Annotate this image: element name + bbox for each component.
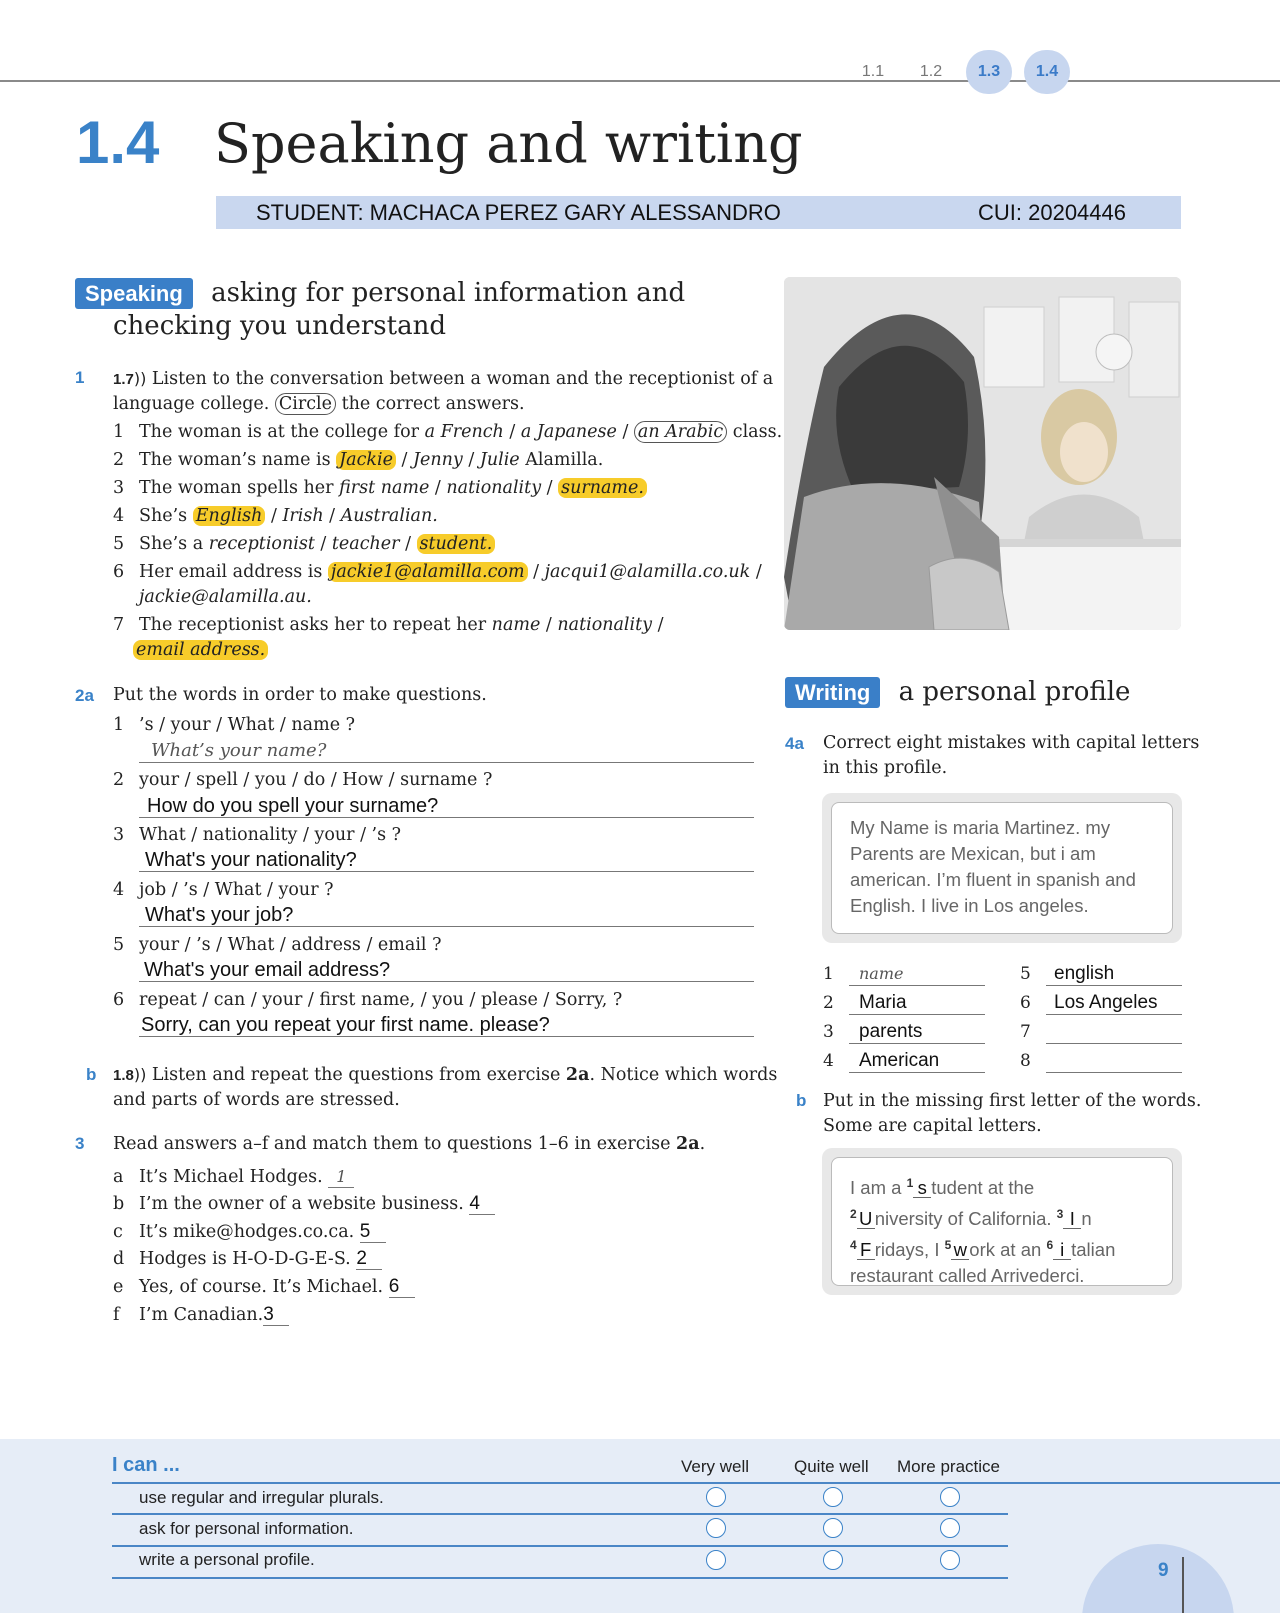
option[interactable]: Australian. [340,506,438,526]
answer-number: 7 [1020,1022,1031,1042]
item-letter: a [113,1167,124,1187]
profile-line: My Name is maria Martinez. my [850,817,1111,838]
answer-blank[interactable]: 3 [263,1305,289,1326]
item-text: The woman is at the college for [139,422,425,442]
exercise-2b-instruction [113,1062,777,1113]
option[interactable]: receptionist [208,534,315,554]
ex1-item-continued [133,638,268,663]
exercise-1-instruction [113,366,773,417]
exercise-4b-number: b [796,1091,807,1110]
item-prompt: your / ’s / What / address / email ? [139,935,442,955]
separator: / [323,506,341,526]
instruction-text: Read answers a–f and match them to questions 1–6 in exercise [113,1134,677,1154]
exercise-2b-number: b [86,1065,97,1084]
answer-number: 3 [823,1022,834,1042]
answer-line[interactable]: What's your email address? [139,956,754,982]
speaking-heading [75,277,685,310]
item-text: Alamilla. [519,450,604,470]
exercise-3-number: 3 [75,1134,85,1153]
audio-icon[interactable]: )) [133,369,147,388]
radio-quite-well[interactable] [823,1550,843,1570]
student-cui: CUI: 20204446 [978,200,1126,225]
answer-line[interactable]: Los Angeles [1046,991,1182,1015]
item-text: I’m Canadian. [139,1305,264,1325]
option[interactable]: nationality [557,615,653,635]
separator: / [750,562,762,582]
instruction-text: and parts of words are stressed. [113,1090,400,1110]
exercise-1-line1: Listen to the conversation between a woman and the receptionist of a [151,369,774,389]
nav-tab-1-4[interactable]: 1.4 [1024,50,1070,94]
item-number: 7 [113,615,125,635]
option[interactable]: first name [339,478,430,498]
radio-very-well[interactable] [706,1487,726,1507]
writing-badge: Writing [785,677,880,708]
instruction-bold: 2a [565,1065,590,1085]
audio-track-label: 1.8 [113,1067,134,1084]
speaking-badge: Speaking [75,278,193,309]
nav-tab-1-2[interactable]: 1.2 [919,63,943,80]
item-number: 3 [113,478,125,498]
item-number: 5 [113,935,125,955]
answer-line[interactable]: What's your job? [139,901,754,927]
page-edge-bar [1182,1557,1184,1613]
item-number: 5 [113,534,125,554]
radio-quite-well[interactable] [823,1487,843,1507]
ican-title: I can ... [112,1454,180,1476]
student-bar [216,196,1181,229]
option-highlighted[interactable]: email address. [133,640,268,660]
answer-blank[interactable]: 4 [469,1194,495,1215]
profile-line: English. I live in Los angeles. [850,895,1089,916]
item-text: It’s mike@hodges.co.ca. [139,1222,355,1242]
option[interactable]: teacher [331,534,400,554]
option[interactable]: nationality [446,478,542,498]
separator: / [314,534,332,554]
answer-number: 6 [1020,993,1031,1013]
writing-heading-text: a personal profile [898,677,1131,707]
item-text: She’s a [139,534,209,554]
item-letter: e [113,1277,124,1297]
separator: / [616,422,634,442]
option-highlighted[interactable]: student. [417,534,496,554]
item-letter: b [113,1194,125,1214]
option-highlighted[interactable]: jackie1@alamilla.com [328,562,528,582]
radio-very-well[interactable] [706,1518,726,1538]
answer-line[interactable] [1046,1049,1182,1073]
answer-line[interactable]: Sorry, can you repeat your first name. please? [139,1011,754,1037]
item-number: 6 [113,990,125,1010]
letter-blank[interactable]: F [857,1241,875,1260]
exercise-3-instruction [113,1132,705,1157]
separator: / [395,450,413,470]
item-text: class. [727,422,783,442]
letter-blank[interactable]: I [1063,1210,1081,1229]
separator: / [540,615,558,635]
separator: / [399,534,417,554]
exercise-1-number: 1 [75,368,85,387]
instruction-text: . Notice which words [589,1065,778,1085]
answer-line[interactable]: english [1046,962,1182,986]
item-text: The woman spells her [139,478,340,498]
item-text: I’m the owner of a website business. [139,1194,464,1214]
instruction-text: Some are capital letters. [823,1116,1042,1136]
item-prompt: ’s / your / What / name ? [139,715,355,735]
item-number: 2 [113,450,125,470]
audio-icon[interactable]: )) [133,1065,147,1084]
item-number: 4 [113,880,125,900]
exercise-4b-instruction [823,1089,1201,1139]
item-text: Yes, of course. It’s Michael. [139,1277,384,1297]
instruction-text: Put in the missing first letter of the words. [823,1091,1202,1111]
option[interactable]: a French [424,422,504,442]
item-prompt: What / nationality / your / ’s ? [139,825,402,845]
column-very-well: Very well [681,1457,750,1476]
item-prompt: job / ’s / What / your ? [139,880,334,900]
option[interactable]: Julie [479,450,520,470]
missing-letters-text: I am a $^1$ s tudent at the $^2$ U niversity of California. $^3$ I n $^4$ F ridays, I $^5$ w ork at an $^6$ i talian restaurant called Arrivederci. [831,1157,1173,1286]
letter-blank[interactable]: U [857,1210,875,1229]
writing-heading [785,676,1130,709]
letter-blank[interactable]: s [913,1179,931,1198]
answer-number: 4 [823,1051,834,1071]
option-highlighted[interactable]: Jackie [336,450,396,470]
section-number: 1.4 [76,109,160,176]
instruction-text: Correct eight mistakes with capital letters [823,733,1200,753]
exercise-2a-number: 2a [75,686,94,705]
item-number: 3 [113,825,125,845]
item-letter: f [113,1305,120,1325]
item-number: 1 [113,422,125,442]
item-letter: d [113,1249,125,1269]
answer-line[interactable]: What's your nationality? [139,846,754,872]
answer-number: 1 [823,964,834,984]
instruction-text: Listen and repeat the questions from exercise [151,1065,566,1085]
separator: / [541,478,559,498]
letter-blank[interactable]: w [951,1241,969,1260]
profile-box [822,793,1182,943]
item-text: Her email address is [139,562,328,582]
ican-rule [112,1482,1280,1484]
answer-line[interactable]: How do you spell your surname? [139,792,754,818]
option[interactable]: jacqui1@alamilla.co.uk [544,562,751,582]
option[interactable]: Irish [282,506,324,526]
radio-more-practice[interactable] [940,1487,960,1507]
item-letter: c [113,1222,123,1242]
item-prompt: your / spell / you / do / How / surname ? [139,770,493,790]
exercise-2a-instruction: Put the words in order to make questions. [113,685,487,705]
ican-row-label: write a personal profile. [139,1550,315,1569]
answer-line[interactable]: Maria [849,991,985,1015]
item-number: 2 [113,770,125,790]
answer-line[interactable]: parents [849,1020,985,1044]
top-rule [0,80,1280,82]
option-highlighted[interactable]: English [193,506,266,526]
column-more-practice: More practice [897,1457,1000,1476]
separator: / [503,422,521,442]
option[interactable]: jackie@alamilla.au. [139,587,312,607]
letter-blank[interactable]: i [1053,1241,1071,1260]
instruction-text: . [699,1134,706,1154]
photo-reception-desk [784,277,1181,630]
answer-blank[interactable]: 2 [356,1249,382,1270]
item-number: 4 [113,506,125,526]
answer-number: 5 [1020,964,1031,984]
answer-number: 2 [823,993,834,1013]
nav-tab-1-1[interactable]: 1.1 [861,63,885,80]
section-nav [850,50,1070,94]
nav-tab-1-3[interactable]: 1.3 [966,50,1012,94]
ican-row-label: ask for personal information. [139,1519,354,1538]
option[interactable]: Jenny [412,450,463,470]
item-text: She’s [139,506,193,526]
answer-line[interactable]: American [849,1049,985,1073]
exercise-4a-number: 4a [785,734,804,753]
ican-rule [112,1545,1008,1547]
option[interactable]: a Japanese [520,422,617,442]
item-text: It’s Michael Hodges. [139,1167,323,1187]
answer-blank[interactable]: 6 [389,1277,415,1298]
ican-rule [112,1513,1008,1515]
radio-more-practice[interactable] [940,1518,960,1538]
missing-letters-box [822,1148,1182,1295]
item-number: 6 [113,562,125,582]
ican-rule [112,1577,1008,1579]
separator: / [652,615,664,635]
separator: / [527,562,545,582]
speaking-heading-line1: asking for personal information and [211,278,686,308]
section-title: Speaking and writing [214,112,803,175]
instruction-text: in this profile. [823,758,948,778]
separator: / [429,478,447,498]
option-highlighted[interactable]: surname. [558,478,647,498]
radio-very-well[interactable] [706,1550,726,1570]
exercise-1-line2b: the correct answers. [336,394,525,414]
answer-line[interactable]: What’s your name? [139,737,754,763]
answer-line[interactable] [1046,1020,1182,1044]
option[interactable]: name [491,615,541,635]
instruction-bold: 2a [676,1134,700,1154]
answer-blank[interactable]: 5 [360,1222,386,1243]
student-name: STUDENT: MACHACA PEREZ GARY ALESSANDRO [256,200,781,225]
item-text: Hodges is H-O-D-G-E-S. [139,1249,351,1269]
item-text: The receptionist asks her to repeat her [139,615,492,635]
circle-word: Circle [275,393,336,415]
column-quite-well: Quite well [794,1457,869,1476]
separator: / [462,450,480,470]
exercise-1-line2a: language college. [113,394,275,414]
page-number: 9 [1158,1560,1169,1581]
speaking-heading-line2: checking you understand [113,311,446,341]
answer-number: 8 [1020,1051,1031,1071]
exercise-4a-instruction [823,731,1199,781]
profile-line: american. I’m fluent in spanish and [850,869,1136,890]
photo-illustration [784,277,1181,630]
radio-more-practice[interactable] [940,1550,960,1570]
profile-line: Parents are Mexican, but i am [850,843,1096,864]
ex1-item-continued [139,585,312,610]
item-text: The woman’s name is [139,450,337,470]
audio-track-label: 1.7 [113,371,134,388]
item-prompt: repeat / can / your / first name, / you / please / Sorry, ? [139,990,623,1010]
item-number: 1 [113,715,125,735]
separator: / [265,506,283,526]
profile-text [831,802,1173,934]
option-circled[interactable]: an Arabic [634,421,727,443]
ican-row-label: use regular and irregular plurals. [139,1488,384,1507]
answer-line[interactable]: name [849,962,985,986]
answer-blank[interactable]: 1 [328,1167,354,1188]
radio-quite-well[interactable] [823,1518,843,1538]
